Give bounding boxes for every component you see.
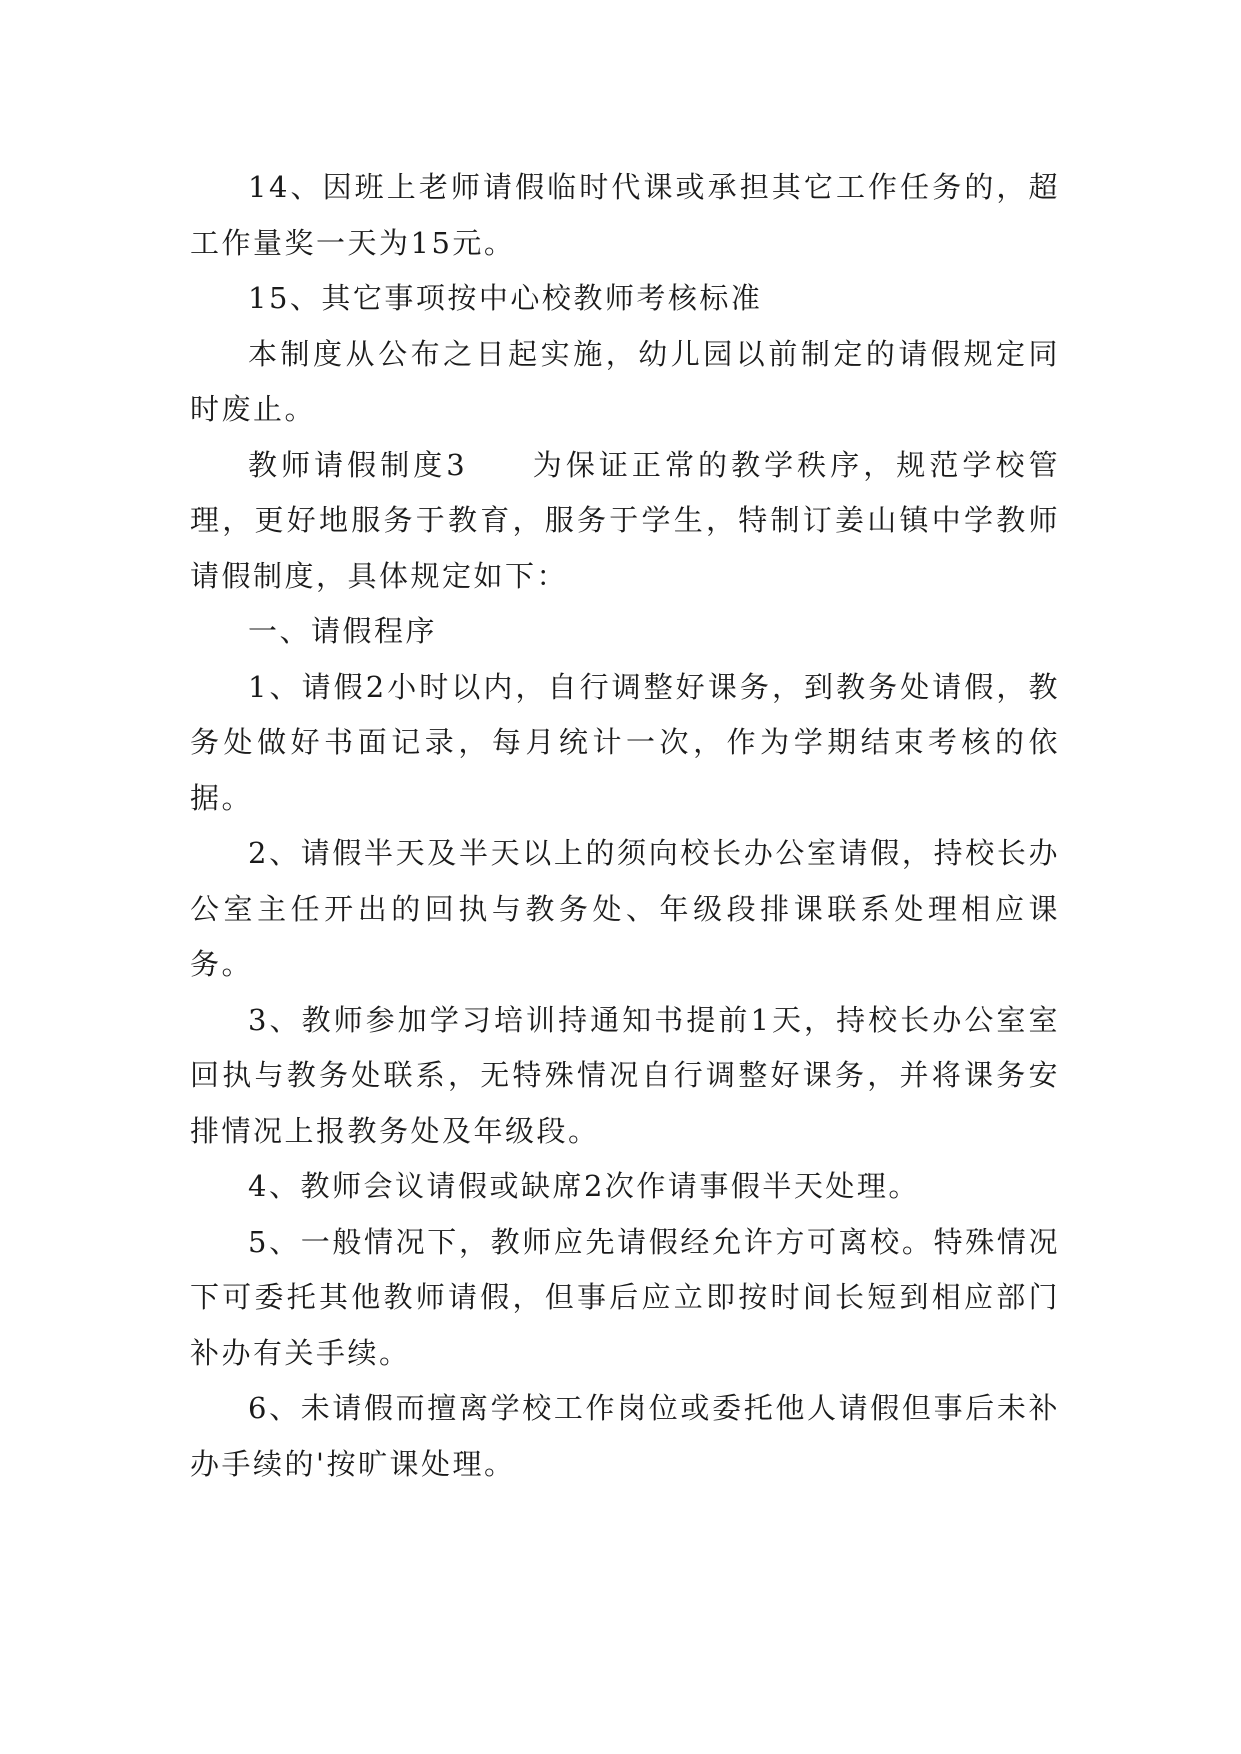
paragraph-text: 2、请假半天及半天以上的须向校长办公室请假，持校长办公室主任开出的回执与教务处、年级段排课联系处理相应课务。 (190, 836, 1060, 981)
paragraph-section-3-intro (190, 438, 1060, 605)
paragraph-text: 4、教师会议请假或缺席2次作请事假半天处理。 (248, 1169, 920, 1203)
paragraph-item-5 (190, 1215, 1060, 1382)
paragraph-item-6 (190, 1381, 1060, 1492)
paragraph-text: 本制度从公布之日起实施，幼儿园以前制定的请假规定同时废止。 (190, 336, 1060, 426)
paragraph-effective-date (190, 327, 1060, 438)
paragraph-text: 15、其它事项按中心校教师考核标准 (248, 281, 763, 315)
paragraph-text: 5、一般情况下，教师应先请假经允许方可离校。特殊情况下可委托其他教师请假，但事后应立即按时间长短到相应部门补办有关手续。 (190, 1224, 1060, 1370)
paragraph-15 (190, 271, 1060, 327)
paragraph-item-1 (190, 660, 1060, 827)
paragraph-text: 为保证正常的教学秩序，规范学校管理，更好地服务于教育，服务于学生，特制订姜山镇中学教师请假制度，具体规定如下： (190, 447, 1060, 593)
paragraph-text: 一、请假程序 (248, 614, 438, 648)
paragraph-text: 1、请假2小时以内，自行调整好课务，到教务处请假，教务处做好书面记录，每月统计一次，作为学期结束考核的依据。 (190, 669, 1060, 815)
paragraph-text: 3、教师参加学习培训持通知书提前1天，持校长办公室室回执与教务处联系，无特殊情况自行调整好课务，并将课务安排情况上报教务处及年级段。 (190, 1002, 1060, 1148)
paragraph-item-3 (190, 993, 1060, 1160)
paragraph-item-2 (190, 826, 1060, 993)
paragraph-text: 6、未请假而擅离学校工作岗位或委托他人请假但事后未补办手续的'按旷课处理。 (190, 1391, 1060, 1481)
paragraph-text: 14、因班上老师请假临时代课或承担其它工作任务的，超工作量奖一天为15元。 (190, 170, 1060, 260)
paragraph-14 (190, 160, 1060, 271)
document-body (190, 160, 1060, 1492)
section-title: 教师请假制度3 (248, 447, 468, 482)
paragraph-heading-procedure (190, 604, 1060, 660)
paragraph-item-4 (190, 1159, 1060, 1215)
